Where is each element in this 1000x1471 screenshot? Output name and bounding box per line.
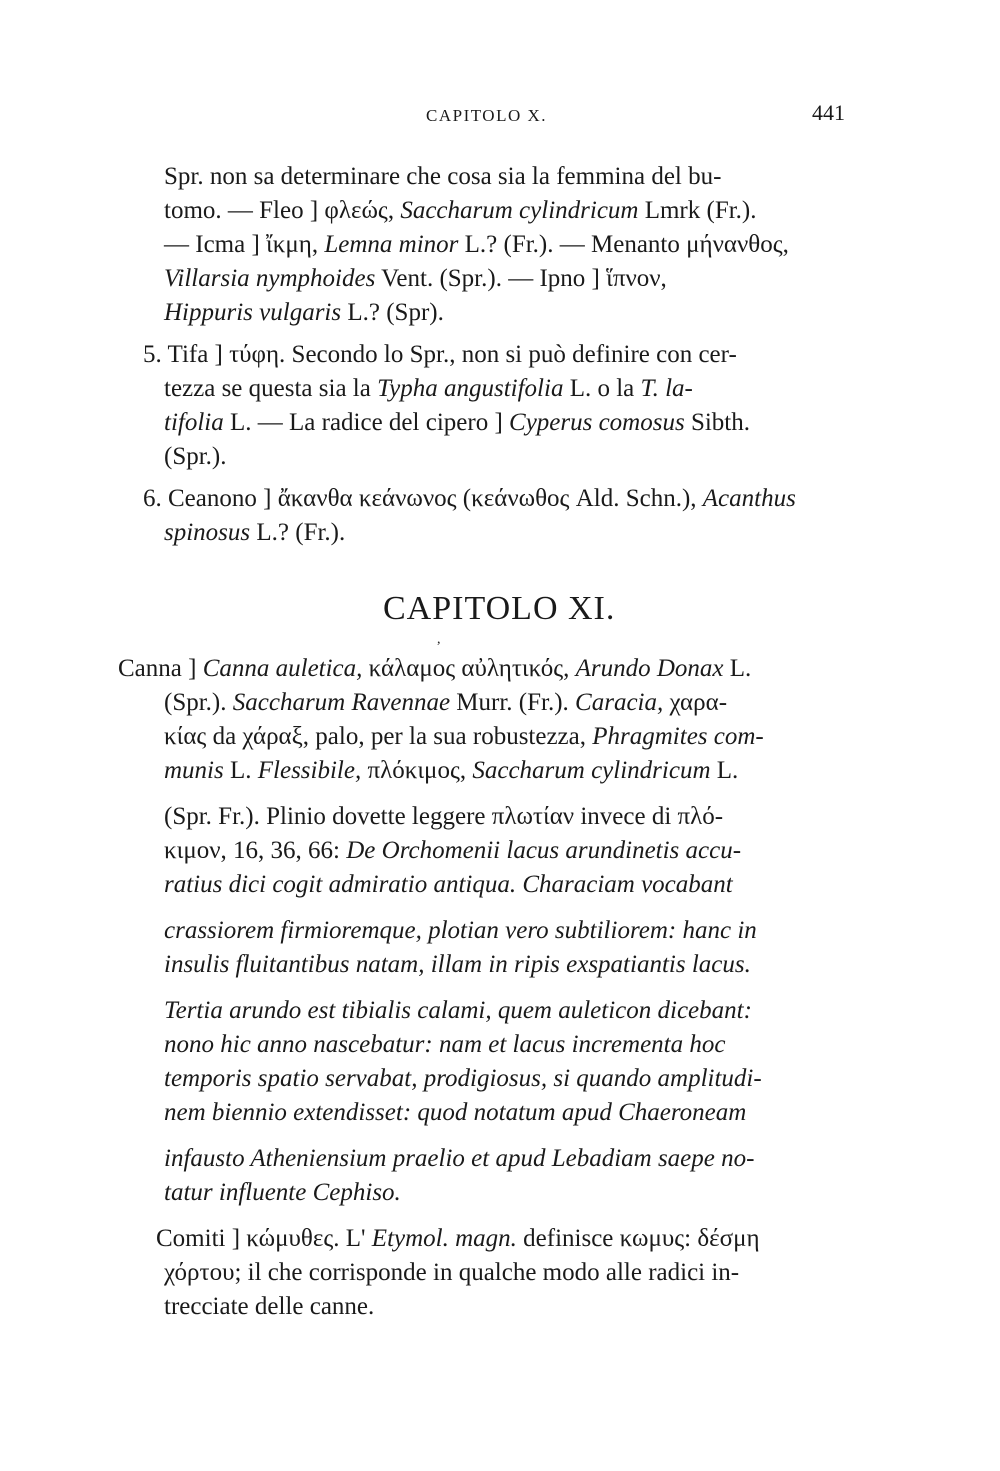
chapter-heading: CAPITOLO XI. bbox=[383, 590, 616, 627]
roman-text: tomo. — Fleo ] φλεώς, bbox=[164, 197, 401, 224]
roman-text: (Spr.). bbox=[164, 443, 227, 470]
page-header bbox=[0, 100, 1000, 130]
text-line bbox=[164, 372, 693, 406]
text-line bbox=[164, 194, 757, 228]
text-line bbox=[164, 228, 789, 262]
page-number: 441 bbox=[812, 100, 845, 125]
italic-text: Cyperus comosus bbox=[509, 409, 685, 436]
roman-text: 5. Tifa ] τύφη. Secondo lo Spr., non si può definire con cer- bbox=[143, 341, 737, 368]
italic-text: temporis spatio servabat, prodigiosus, si quando amplitudi- bbox=[164, 1065, 762, 1092]
text-line bbox=[164, 1028, 725, 1062]
roman-text: Spr. non sa determinare che cosa sia la femmina del bu- bbox=[164, 163, 722, 190]
text-line bbox=[164, 800, 723, 834]
roman-text: πλόκιμος, bbox=[361, 757, 473, 784]
roman-text: L. bbox=[223, 757, 258, 784]
roman-text: (Spr.). bbox=[164, 689, 233, 716]
roman-text: κάλαμος αὐλητικός, bbox=[362, 655, 576, 682]
text-line bbox=[156, 1222, 760, 1256]
italic-text: Canna auletica, bbox=[202, 655, 363, 682]
text-line bbox=[164, 440, 227, 474]
roman-text: Comiti ] κώμυθες. L' bbox=[156, 1225, 372, 1252]
italic-text: Saccharum Ravennae bbox=[232, 689, 451, 716]
italic-text: spinosus bbox=[164, 519, 251, 546]
italic-text: nem biennio extendisset: quod notatum apud Chaeroneam bbox=[164, 1099, 747, 1126]
text-line bbox=[118, 652, 751, 686]
text-line bbox=[164, 262, 667, 296]
roman-text: Canna ] bbox=[118, 655, 203, 682]
text-line bbox=[164, 914, 757, 948]
text-line bbox=[164, 1290, 374, 1324]
italic-text: tatur influente Cephiso. bbox=[164, 1179, 401, 1206]
text-line bbox=[164, 686, 727, 720]
italic-text: Villarsia nymphoides bbox=[164, 265, 376, 292]
italic-text: Lemna minor bbox=[324, 231, 459, 258]
roman-text: L. o la bbox=[563, 375, 641, 402]
italic-text: Flessibile, bbox=[257, 757, 362, 784]
italic-text: infausto Atheniensium praelio et apud Lebadiam saepe no- bbox=[164, 1145, 755, 1172]
text-line bbox=[164, 868, 733, 902]
roman-text: L. bbox=[710, 757, 739, 784]
roman-text: tezza se questa sia la bbox=[164, 375, 378, 402]
roman-text: (Spr. Fr.). Plinio dovette leggere πλωτίαν invece di πλό- bbox=[164, 803, 724, 830]
roman-text: 6. Ceanono ] ἄκανθα κεάνωνος (κεάνωθος Ald. Schn.), bbox=[143, 485, 703, 512]
roman-text: definisce κωμυς: δέσμη bbox=[516, 1225, 760, 1252]
roman-text: L.? (Spr). bbox=[341, 299, 444, 326]
text-line bbox=[164, 1096, 746, 1130]
italic-text: crassiorem firmioremque, plotian vero subtiliorem: hanc in bbox=[164, 917, 757, 944]
text-line bbox=[164, 834, 741, 868]
italic-text: T. la- bbox=[640, 375, 693, 402]
roman-text: — Icma ] ἴκμη, bbox=[164, 231, 325, 258]
italic-text: Saccharum cylindricum bbox=[472, 757, 711, 784]
roman-text: κιμον, 16, 36, 66: bbox=[164, 837, 347, 864]
italic-text: tifolia bbox=[164, 409, 224, 436]
italic-text: Hippuris vulgaris bbox=[164, 299, 342, 326]
roman-text: L.? (Fr.). — Menanto μήνανθος, bbox=[458, 231, 789, 258]
text-line bbox=[164, 948, 751, 982]
italic-text: Etymol. magn. bbox=[371, 1225, 517, 1252]
roman-text: χαρα- bbox=[663, 689, 728, 716]
roman-text: κίας da χάραξ, palo, per la sua robustezza, bbox=[164, 723, 593, 750]
text-line bbox=[164, 1062, 762, 1096]
roman-text: L. — La radice del cipero ] bbox=[223, 409, 510, 436]
italic-text: munis bbox=[164, 757, 224, 784]
print-mark: , bbox=[437, 632, 441, 647]
text-line bbox=[143, 482, 796, 516]
roman-text: Vent. (Spr.). — Ipno ] ἵπνον, bbox=[375, 265, 667, 292]
italic-text: Saccharum cylindricum bbox=[400, 197, 639, 224]
italic-text: De Orchomenii lacus arundinetis accu- bbox=[346, 837, 742, 864]
italic-text: Phragmites com- bbox=[592, 723, 764, 750]
italic-text: Caracia, bbox=[575, 689, 664, 716]
italic-text: Typha angustifolia bbox=[377, 375, 564, 402]
italic-text: Arundo Donax bbox=[575, 655, 724, 682]
roman-text: trecciate delle canne. bbox=[164, 1293, 375, 1320]
text-line bbox=[164, 1256, 739, 1290]
text-line bbox=[164, 1176, 401, 1210]
italic-text: Tertia arundo est tibialis calami, quem auleticon dicebant: bbox=[164, 997, 752, 1024]
text-line bbox=[164, 406, 750, 440]
roman-text: χόρτου; il che corrisponde in qualche modo alle radici in- bbox=[164, 1259, 740, 1286]
roman-text: Lmrk (Fr.). bbox=[638, 197, 757, 224]
text-line bbox=[164, 754, 738, 788]
roman-text: Sibth. bbox=[684, 409, 750, 436]
text-line bbox=[143, 338, 737, 372]
text-line bbox=[164, 516, 345, 550]
italic-text: insulis fluitantibus natam, illam in ripis exspatiantis lacus. bbox=[164, 951, 751, 978]
text-line bbox=[164, 720, 764, 754]
text-line bbox=[164, 296, 444, 330]
running-head: CAPITOLO X. bbox=[426, 106, 548, 125]
text-line bbox=[164, 994, 752, 1028]
italic-text: nono hic anno nascebatur: nam et lacus incrementa hoc bbox=[164, 1031, 726, 1058]
italic-text: Acanthus bbox=[702, 485, 796, 512]
roman-text: Murr. (Fr.). bbox=[450, 689, 576, 716]
italic-text: ratius dici cogit admiratio antiqua. Characiam vocabant bbox=[164, 871, 733, 898]
text-line bbox=[164, 160, 721, 194]
roman-text: L.? (Fr.). bbox=[250, 519, 346, 546]
text-line bbox=[164, 1142, 754, 1176]
roman-text: L. bbox=[723, 655, 752, 682]
